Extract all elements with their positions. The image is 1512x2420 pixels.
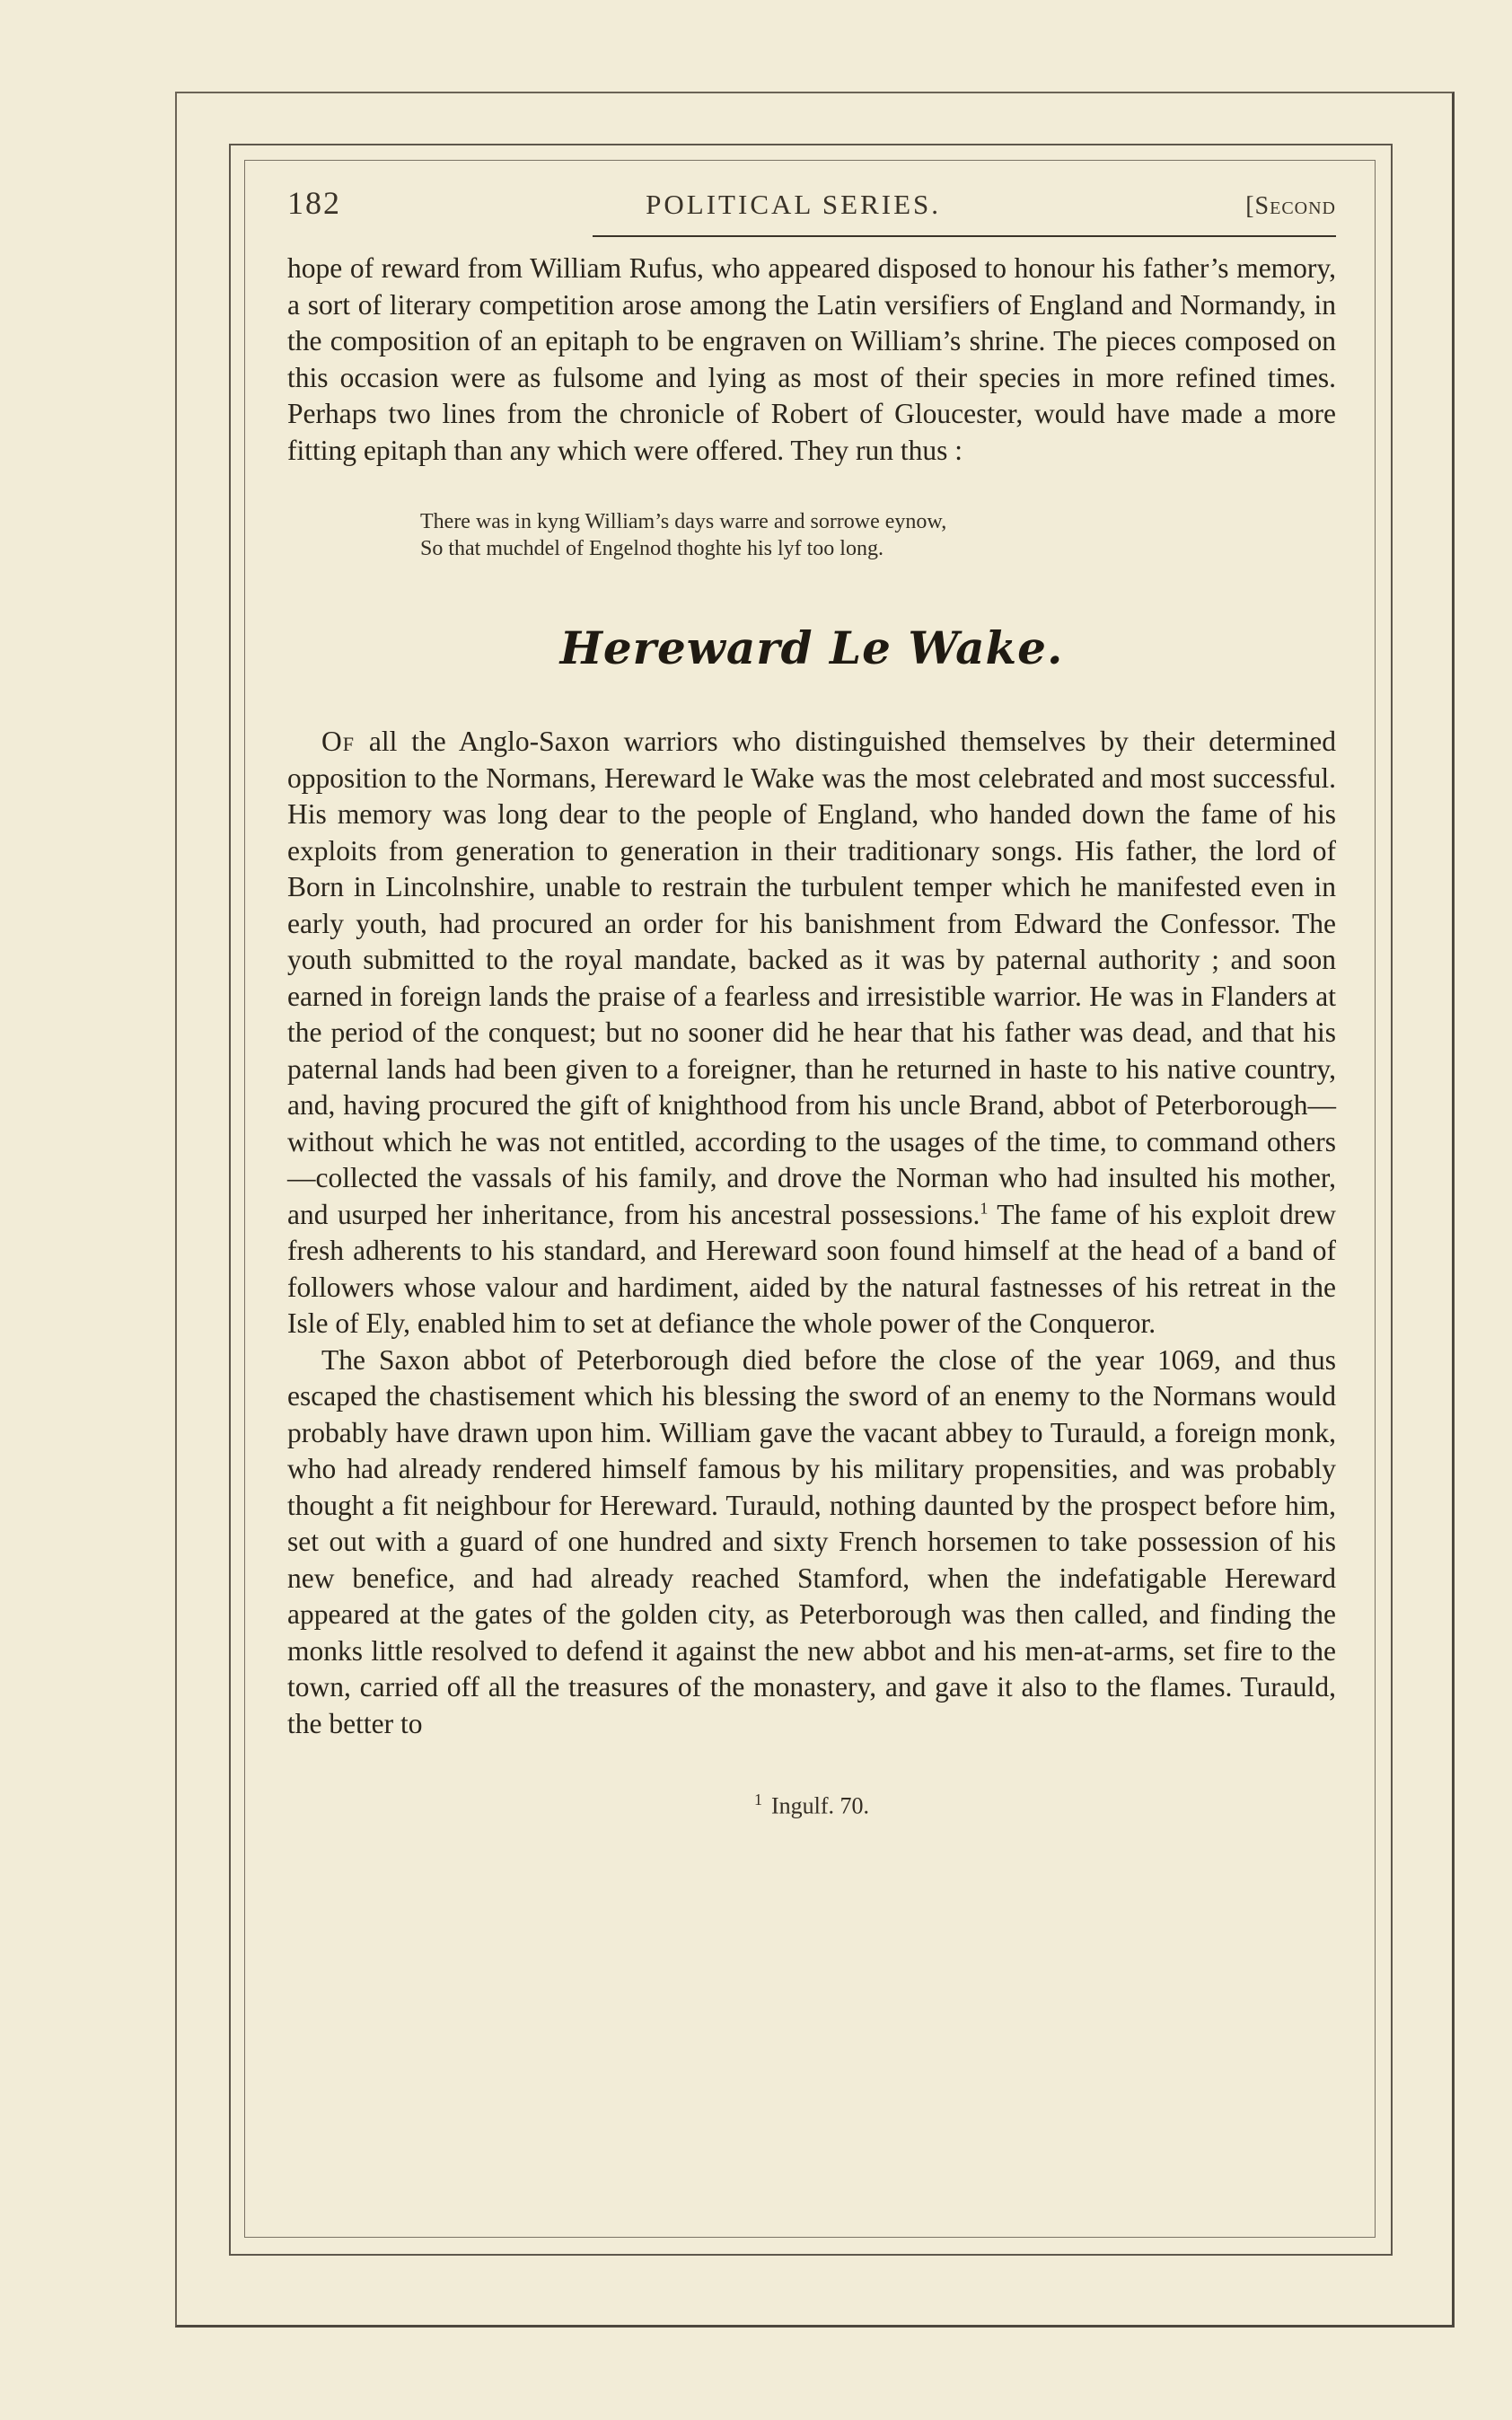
footnote-reference: 1 (980, 1199, 989, 1217)
main-text (287, 724, 1336, 1742)
series-title: POLITICAL SERIES. (646, 189, 942, 220)
paragraph-1-text-continued: The fame of his exploit drew fresh adherents to his standard, and Hereward soon found himself at the head of a band of followers whose valour and hardiment, aided by the natural fastnesses of his retreat in the Isle of Ely, enabled him to set at defiance the whole power of the Conqueror. (287, 1198, 1336, 1339)
book-page (287, 184, 1336, 1820)
intro-text: hope of reward from William Rufus, who appeared disposed to honour his father’s memory, a sort of literary competition arose among the Latin versifiers of England and Normandy, in the composition of an epitaph to be engraven on William’s shrine. The pieces composed on this occasion were as fulsome and lying as most of their species in more refined times. Perhaps two lines from the chronicle of Robert of Gloucester, would have made a more fitting epitaph than any which were offered. They run thus : (287, 252, 1336, 466)
intro-paragraph (287, 251, 1336, 469)
paragraph-1 (287, 724, 1336, 1342)
running-head (287, 184, 1336, 229)
section-marker: [Second (1245, 192, 1336, 220)
paragraph-1-text: all the Anglo-Saxon warriors who distinguished themselves by their determined opposition to the Normans, Hereward le Wake was the most celebrated and most successful. His memory was long dear to the people of England, who handed down the fame of his exploits from generation to generation in their traditionary songs. His father, the lord of Born in Lincolnshire, unable to restrain the turbulent temper which he manifested even in early youth, had procured an order for his banishment from Edward the Confessor. The youth submitted to the royal mandate, backed as it was by paternal authority ; and soon earned in foreign lands the praise of a fearless and irresistible warrior. He was in Flanders at the period of the conquest; but no sooner did he hear that his father was dead, and that his paternal lands had been given to a foreigner, than he returned in haste to his native country, and, having procured the gift of knighthood from his uncle Brand, abbot of Peterborough—without which he was not entitled, according to the usages of the time, to command others—collected the vassals of his family, and drove the Norman who had insulted his mother, and usurped her inheritance, from his ancestral possessions. (287, 726, 1336, 1230)
verse-line-2: So that muchdel of Engelnod thoghte his lyf too long. (420, 537, 883, 560)
verse-line-1: There was in kyng William’s days warre and sorrowe eynow, (420, 510, 947, 533)
section-title: Hereward Le Wake. (559, 621, 1064, 674)
verse-quote (420, 508, 1336, 562)
footnote-text: Ingulf. 70. (770, 1792, 870, 1819)
footnote-mark: 1 (753, 1791, 762, 1808)
footnote (287, 1791, 1336, 1820)
header-rule (593, 235, 1336, 237)
paragraph-2: The Saxon abbot of Peterborough died before the close of the year 1069, and thus escaped the chastisement which his blessing the sword of an enemy to the Normans would probably have drawn upon him. William gave the vacant abbey to Turauld, a foreign monk, who had already rendered himself famous by his military propensities, and was probably thought a fit neighbour for Hereward. Turauld, nothing daunted by the prospect before him, set out with a guard of one hundred and sixty French horsemen to take possession of his new benefice, and had already reached Stamford, when the indefatigable Hereward appeared at the gates of the golden city, as Peterborough was then called, and finding the monks little resolved to defend it against the new abbot and his men-at-arms, set fire to the town, carried off all the treasures of the monastery, and gave it also to the flames. Turauld, the better to (287, 1343, 1336, 1739)
paragraph-lead-word: Of (321, 726, 355, 757)
page-number: 182 (287, 185, 341, 221)
